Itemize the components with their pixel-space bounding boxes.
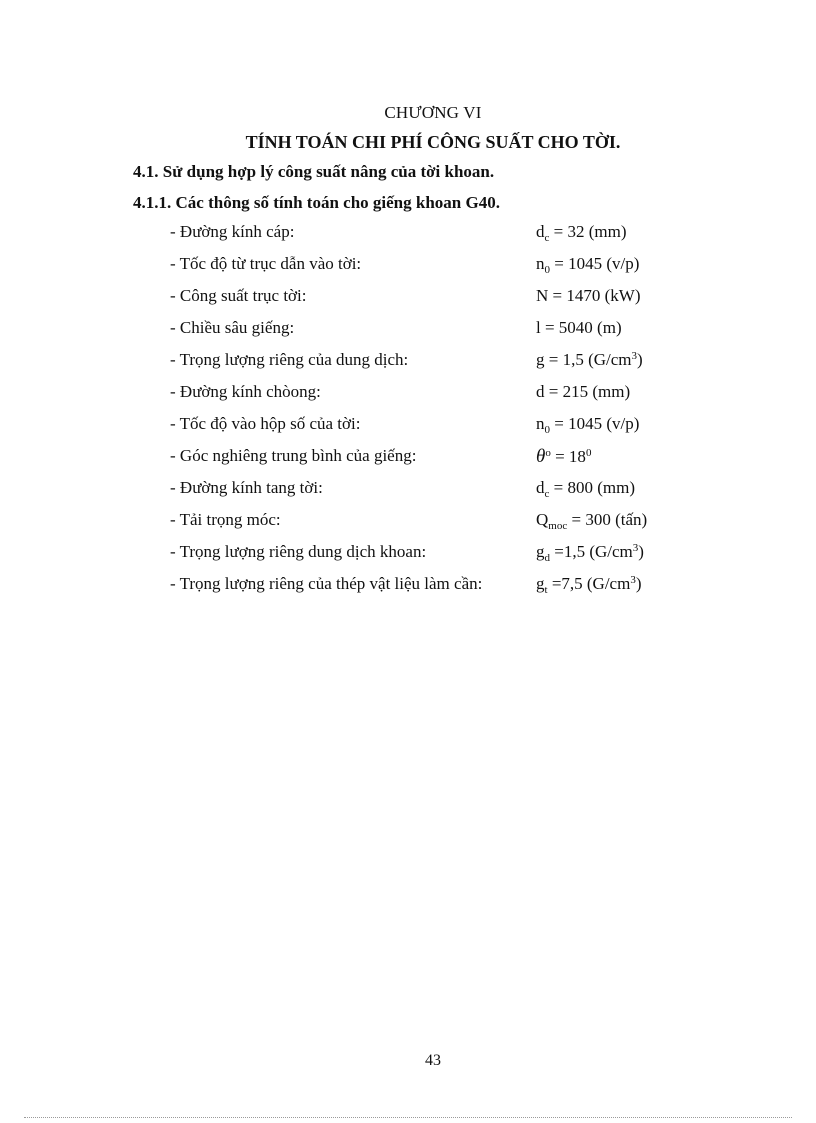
parameter-unit-superscript: 3	[632, 542, 639, 554]
parameter-symbol: g	[536, 542, 545, 561]
parameter-value	[536, 382, 630, 402]
parameter-label: - Tải trọng móc:	[170, 510, 281, 529]
parameter-value-text: =1,5 (G/cm	[550, 542, 633, 561]
chapter-heading: CHƯƠNG VI	[384, 103, 482, 122]
parameter-row	[170, 510, 690, 542]
parameter-value	[536, 574, 642, 596]
parameter-value-text: = 300 (tấn)	[567, 510, 648, 529]
parameter-label: - Tốc độ vào hộp số của tời:	[170, 414, 361, 433]
parameter-label: - Đường kính cáp:	[170, 222, 295, 241]
parameter-value-tail: )	[638, 542, 644, 561]
parameter-superscript: o	[545, 447, 551, 459]
parameter-subscript: 0	[544, 264, 550, 276]
parameter-unit-superscript: 3	[631, 350, 638, 362]
parameter-row	[170, 446, 690, 478]
parameter-row	[170, 350, 690, 382]
parameter-row	[170, 542, 690, 574]
parameter-symbol: g	[536, 574, 545, 593]
parameter-value	[536, 478, 635, 500]
parameter-value	[536, 286, 640, 306]
parameter-value-text: = 800 (mm)	[549, 478, 635, 497]
parameter-label: - Chiều sâu giếng:	[170, 318, 295, 337]
parameter-value	[536, 318, 622, 338]
parameter-label: - Trọng lượng riêng dung dịch khoan:	[170, 542, 427, 561]
parameter-subscript: t	[544, 584, 548, 596]
parameter-value	[536, 542, 644, 564]
parameter-symbol: d	[536, 222, 545, 241]
section-heading: 4.1. Sử dụng hợp lý công suất nâng của tời khoan.	[133, 162, 495, 181]
parameter-value	[536, 414, 639, 436]
parameter-row	[170, 414, 690, 446]
parameter-value-text: g = 1,5 (G/cm	[536, 350, 632, 369]
parameter-symbol: n	[536, 254, 545, 273]
parameter-value	[536, 254, 639, 276]
parameter-subscript: 0	[544, 424, 550, 436]
parameter-label: - Trọng lượng riêng của dung dịch:	[170, 350, 409, 369]
parameter-value	[536, 510, 647, 532]
parameter-symbol: d	[536, 478, 545, 497]
parameter-row	[170, 574, 690, 606]
parameter-subscript: d	[544, 552, 550, 564]
parameter-subscript: moc	[548, 520, 568, 532]
parameter-label: - Đường kính chòong:	[170, 382, 321, 401]
parameter-value	[536, 222, 627, 244]
parameter-value-text: = 1045 (v/p)	[550, 254, 640, 273]
parameter-value-text: d = 215 (mm)	[536, 382, 631, 401]
parameter-subscript: c	[544, 488, 550, 500]
parameter-value	[536, 350, 643, 370]
chapter-title: TÍNH TOÁN CHI PHÍ CÔNG SUẤT CHO TỜI.	[245, 132, 621, 152]
parameter-value-tail: )	[635, 574, 642, 593]
parameter-label: - Trọng lượng riêng của thép vật liệu làm cần:	[170, 574, 483, 593]
parameter-row	[170, 254, 690, 286]
parameter-label: - Góc nghiêng trung bình của giếng:	[170, 446, 417, 465]
parameter-row	[170, 478, 690, 510]
parameter-value-text: l = 5040 (m)	[536, 318, 622, 337]
parameter-symbol: n	[536, 414, 545, 433]
parameter-row	[170, 286, 690, 318]
parameter-row	[170, 382, 690, 414]
parameter-row	[170, 222, 690, 254]
parameter-value-text: = 18	[550, 447, 586, 466]
parameter-list	[170, 222, 690, 606]
parameter-row	[170, 318, 690, 350]
parameter-unit-superscript: 3	[630, 574, 636, 586]
parameter-value	[536, 446, 591, 468]
parameter-symbol: θ	[536, 446, 546, 467]
footer-divider	[24, 1117, 792, 1118]
parameter-label: - Công suất trục tời:	[170, 286, 307, 305]
subsection-heading: 4.1.1. Các thông số tính toán cho giếng khoan G40.	[133, 193, 500, 212]
parameter-subscript: c	[544, 232, 550, 244]
parameter-value-text: =7,5 (G/cm	[547, 574, 631, 593]
parameter-unit-superscript: 0	[585, 447, 592, 459]
parameter-value-tail: )	[637, 350, 643, 369]
parameter-value-text: = 1045 (v/p)	[550, 414, 640, 433]
parameter-label: - Tốc độ từ trục dẫn vào tời:	[170, 254, 362, 273]
page-number: 43	[425, 1052, 441, 1069]
parameter-value-text: = 32 (mm)	[549, 222, 627, 241]
parameter-label: - Đường kính tang tời:	[170, 478, 323, 497]
parameter-symbol: Q	[536, 510, 549, 529]
parameter-value-text: N = 1470 (kW)	[536, 286, 641, 305]
